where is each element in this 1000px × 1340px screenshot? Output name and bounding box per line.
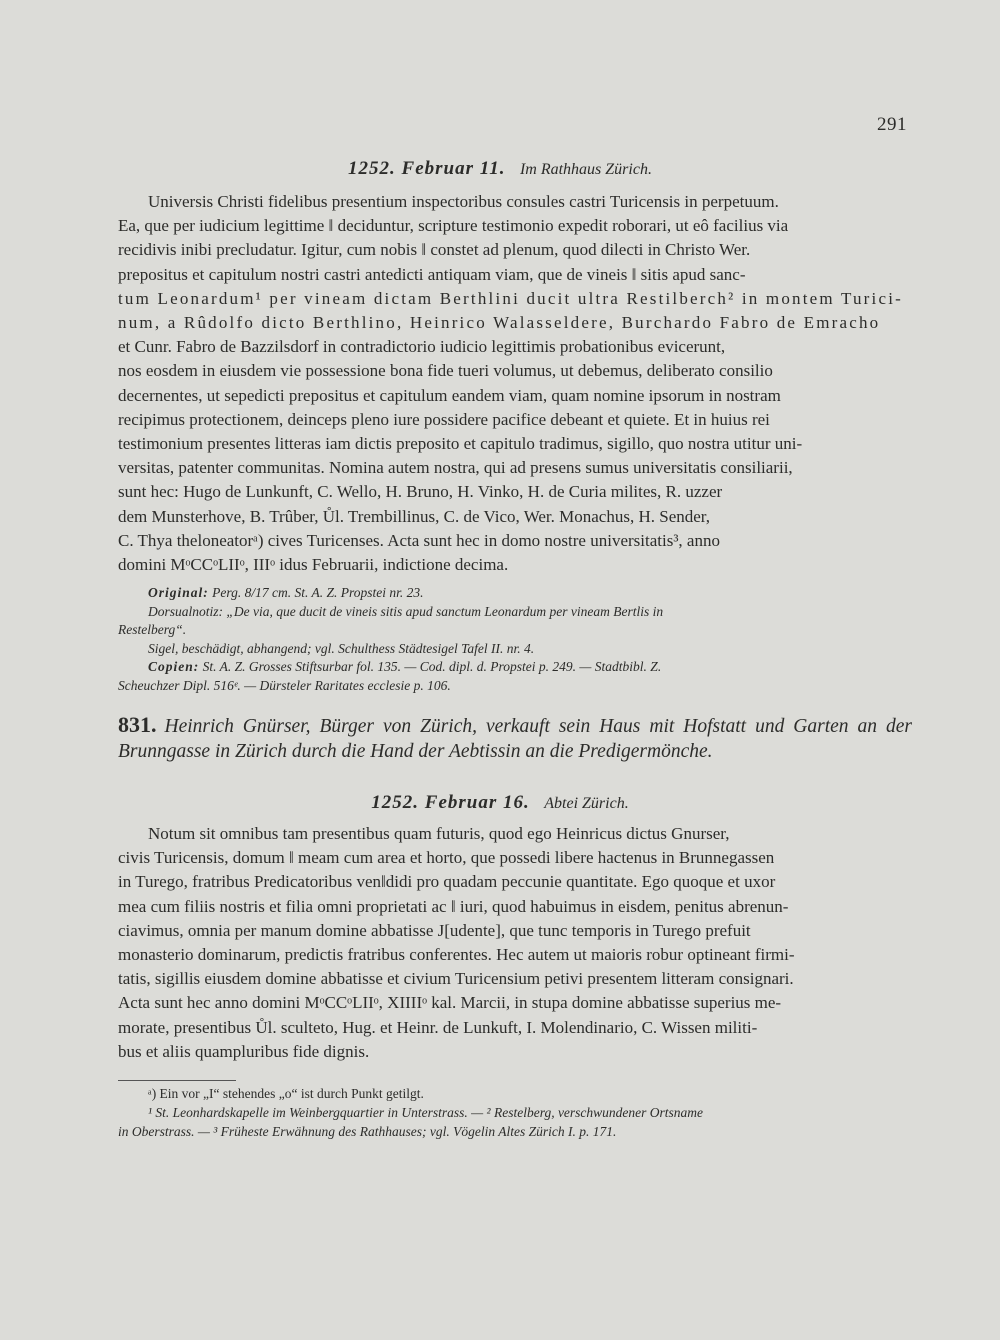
apparatus-copies-cont — [118, 677, 912, 696]
doc2-date: 1252. Februar 16. — [371, 792, 530, 813]
doc2-heading — [0, 792, 1000, 814]
doc1-line: et Cunr. Fabro de Bazzilsdorf in contradictorio iudicio legittimis probationibus evicerunt, — [118, 337, 726, 357]
apparatus-seal — [118, 640, 912, 659]
doc2-line: bus et aliis quampluribus fide dignis. — [118, 1041, 370, 1061]
doc1-line: num, a Rûdolfo dicto Berthlino, Heinrico Walasseldere, Burchardo Fabro de Emracho — [118, 313, 881, 333]
doc2-line: tatis, sigillis eiusdem domine abbatisse et civium Turicensium petivi presentem litteram consignari. — [118, 969, 794, 989]
doc1-line: dem Munsterhove, B. Trûber, Ůl. Trembillinus, C. de Vico, Wer. Monachus, H. Sender, — [118, 506, 711, 526]
doc1-line: Universis Christi fidelibus presentium inspectoribus consules castri Turicensis in perpetuum. — [148, 192, 779, 211]
apparatus-text: St. A. Z. Grosses Stiftsurbar fol. 135. — Cod. dipl. d. Propstei p. 249. — Stadtbibl. Z. — [202, 659, 662, 675]
doc1-body — [118, 190, 912, 577]
apparatus-label: Original: — [148, 585, 209, 600]
apparatus-original — [118, 584, 912, 603]
doc2-regest — [118, 712, 912, 764]
footnote-a: ᵃ) Ein vor „I“ stehendes „o“ ist durch Punkt getilgt. — [148, 1086, 424, 1101]
doc2-line: mea cum filiis nostris et filia omni proprietati ac ‖ iuri, quod habuimus in eisdem, penitus abrenun- — [118, 896, 789, 916]
apparatus-text: Dorsualnotiz: „De via, que ducit de vineis sitis apud sanctum Leonardum per vineam Bertlis in — [148, 603, 664, 619]
apparatus-copies — [118, 658, 912, 677]
doc2-line: ciavimus, omnia per manum domine abbatisse J[udente], que tunc temporis in Turego prefuit — [118, 920, 751, 940]
apparatus-dorsual-cont — [118, 621, 912, 640]
doc1-line: domini MᵒCCᵒLIIᵒ, IIIᵒ idus Februarii, indictione decima. — [118, 555, 509, 575]
doc2-regest-text: Heinrich Gnürser, Bürger von Zürich, verkauft sein Haus mit Hofstatt und Garten an der Brunngasse in Zürich durch die Hand der Aebtissin an die Predigermönche. — [118, 716, 912, 762]
footnote-divider — [118, 1080, 236, 1081]
doc1-line: tum Leonardum¹ per vineam dictam Berthlini ducit ultra Restilberch² in montem Turici- — [118, 288, 903, 308]
apparatus-label: Copien: — [148, 659, 200, 675]
doc1-line: nos eosdem in eiusdem vie possessione bona fide tueri volumus, ut debemus, deliberato consilio — [118, 361, 773, 381]
doc1-place: Im Rathhaus Zürich. — [519, 161, 652, 178]
doc1-line: sunt hec: Hugo de Lunkunft, C. Wello, H. Bruno, H. Vinko, H. de Curia milites, R. uzzer — [118, 482, 723, 502]
page-number: 291 — [877, 114, 907, 135]
footnote-1-3-line1: ¹ St. Leonhardskapelle im Weinbergquartier in Unterstrass. — ² Restelberg, verschwundener Ortsname — [148, 1105, 704, 1120]
apparatus-text: Perg. 8/17 cm. St. A. Z. Propstei nr. 23. — [212, 585, 424, 600]
doc1-line: decernentes, ut sepedicti prepositus et capitulum eandem viam, quam nomine ipsorum in nostram — [118, 385, 781, 405]
doc2-body — [118, 822, 912, 1064]
doc2-line: morate, presentibus Ůl. sculteto, Hug. et Heinr. de Lunkuft, I. Molendinario, C. Wissen militi- — [118, 1017, 758, 1037]
doc1-line: recidivis inibi precludatur. Igitur, cum nobis ‖ constet ad plenum, quod dilecti in Christo Wer. — [118, 240, 751, 260]
doc2-number: 831. — [118, 712, 157, 737]
apparatus-text: Restelberg“. — [118, 622, 187, 638]
doc2-line: Acta sunt hec anno domini MᵒCCᵒLIIᵒ, XIIIIᵒ kal. Marcii, in stupa domine abbatisse superius me- — [118, 993, 782, 1013]
doc1-date: 1252. Februar 11. — [348, 158, 506, 179]
doc1-line: prepositus et capitulum nostri castri antedicti antiquam viam, que de vineis ‖ sitis apud sanc- — [118, 264, 746, 284]
doc1-line: testimonium presentes litteras iam dictis preposito et capitulo tradimus, sigillo, quo nostra utitur uni- — [118, 434, 803, 454]
doc1-apparatus — [118, 584, 912, 696]
doc2-place: Abtei Zürich. — [544, 795, 629, 812]
doc1-line: Ea, que per iudicium legittime ‖ deciduntur, scripture testimonio expedit roborari, ut eô facilius via — [118, 216, 789, 236]
doc2-line: in Turego, fratribus Predicatoribus ven‖didi pro quadam peccunie quantitate. Ego quoque et uxor — [118, 872, 776, 892]
doc1-line: versitas, patenter communitas. Nomina autem nostra, qui ad presens sumus universitatis consiliarii, — [118, 458, 793, 478]
doc1-heading — [0, 158, 1000, 180]
doc1-line: recipimus protectionem, deinceps pleno iure possidere pacifice debeant et quiete. Et in huius rei — [118, 409, 770, 429]
doc2-line: civis Turicensis, domum ‖ meam cum area et horto, que possedi libere hactenus in Brunnegassen — [118, 848, 775, 868]
footnote-1-3-line2: in Oberstrass. — ³ Früheste Erwähnung des Rathhauses; vgl. Vögelin Altes Zürich I. p. 171. — [118, 1124, 617, 1139]
doc2-line: monasterio dominarum, predictis fratribus conferentes. Hec autem ut maioris robur optineant firmi- — [118, 945, 795, 965]
apparatus-text: Sigel, beschädigt, abhangend; vgl. Schulthess Städtesigel Tafel II. nr. 4. — [148, 640, 535, 656]
doc1-line: C. Thya theloneatorᵃ) cives Turicenses. Acta sunt hec in domo nostre universitatis³, anno — [118, 530, 720, 550]
doc2-line: Notum sit omnibus tam presentibus quam futuris, quod ego Heinricus dictus Gnurser, — [148, 824, 730, 843]
apparatus-dorsual — [118, 603, 912, 622]
footnotes — [118, 1084, 912, 1141]
apparatus-text: Scheuchzer Dipl. 516ᵉ. — Dürsteler Raritates ecclesie p. 106. — [118, 677, 451, 693]
